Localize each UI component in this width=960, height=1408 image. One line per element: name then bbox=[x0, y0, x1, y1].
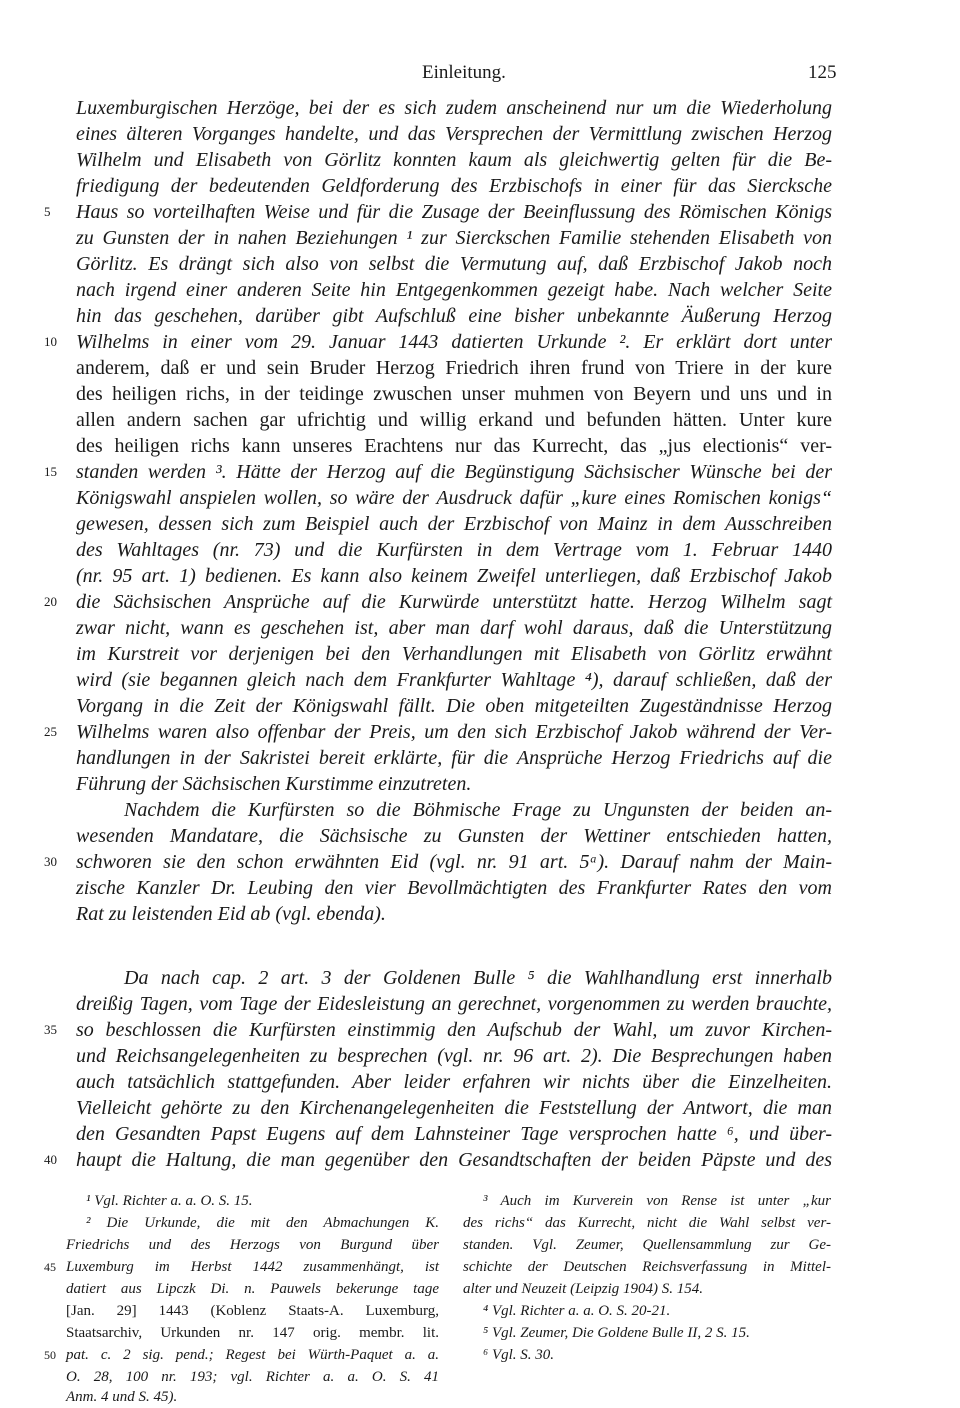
line-number: 50 bbox=[44, 1348, 56, 1362]
footnote-line: [Jan. 29] 1443 (Koblenz Staats-A. Luxemburg, bbox=[66, 1303, 439, 1319]
footnote-line: schichte der Deutschen Reichsverfassung in Mittel- bbox=[463, 1259, 831, 1275]
text-line: anderem, daß er und sein Bruder Herzog Friedrich ihren frund von Triere in der kure bbox=[76, 357, 832, 379]
text-line: zu Gunsten der in nahen Beziehungen ¹ zur Sierckschen Familie stehenden Elisabeth von bbox=[76, 227, 832, 249]
text-line: Da nach cap. 2 art. 3 der Goldenen Bulle ⁵ die Wahlhandlung erst innerhalb bbox=[124, 967, 832, 989]
footnote-line: pat. c. 2 sig. pend.; Regest bei Würth-Paquet a. a. bbox=[66, 1347, 439, 1363]
line-number: 5 bbox=[44, 204, 51, 219]
text-line: allen andern sachen gar ufrichtig und willig erkand und befunden hätten. Unter kure bbox=[76, 409, 832, 431]
text-line: eines älteren Vorganges handelte, und das Versprechen der Vermittlung zwischen Herzog bbox=[76, 123, 832, 145]
text-line: Wilhelm und Elisabeth von Görlitz konnten kaum als gleichwertig gelten für die Be- bbox=[76, 149, 832, 171]
text-line: Nachdem die Kurfürsten so die Böhmische Frage zu Ungunsten der beiden an- bbox=[124, 799, 832, 821]
text-line: des heiligen richs, in der teidinge zwuschen unser muhmen von Beyern und uns und in bbox=[76, 383, 832, 405]
text-line: Wilhelms in einer vom 29. Januar 1443 datierten Urkunde ². Er erklärt dort unter bbox=[76, 331, 832, 353]
line-number: 20 bbox=[44, 594, 57, 609]
text-line: Luxemburgischen Herzöge, bei der es sich zudem anscheinend nur um die Wiederholung bbox=[76, 97, 832, 119]
footnote-line: datiert aus Lipczk Di. n. Pauwels bekerunge tage bbox=[66, 1281, 439, 1297]
text-line: Haus so vorteilhaften Weise und für die Zusage der Beeinflussung des Römischen Königs bbox=[76, 201, 832, 223]
line-number: 10 bbox=[44, 334, 57, 349]
text-line: auch tatsächlich stattgefunden. Aber leider erfahren wir nichts über die Einzelheiten. bbox=[76, 1071, 832, 1093]
footnote-line: O. 28, 100 nr. 193; vgl. Richter a. a. O. S. 41 bbox=[66, 1369, 439, 1385]
text-line: Vorgang in die Zeit der Königswahl fällt. Die oben mitgeteilten Zugeständnisse Herzog bbox=[76, 695, 832, 717]
line-number: 35 bbox=[44, 1022, 57, 1037]
text-line: und Reichsangelegenheiten zu besprechen (vgl. nr. 96 art. 2). Die Besprechungen haben bbox=[76, 1045, 832, 1067]
line-number: 15 bbox=[44, 464, 57, 479]
footnote-line: Staatsarchiv, Urkunden nr. 147 orig. membr. lit. bbox=[66, 1325, 439, 1341]
text-line: (nr. 95 art. 1) bedienen. Es kann also keinem Zweifel unterliegen, daß Erzbischof Jakob bbox=[76, 565, 832, 587]
footnote: ³ Auch im Kurverein von Rense ist unter „kur bbox=[483, 1193, 831, 1209]
footnote-line: des richs“ das Kurrecht, nicht die Wahl selbst ver- bbox=[463, 1215, 831, 1231]
footnote-line: Luxemburg im Herbst 1442 zusammenhängt, ist bbox=[66, 1259, 439, 1275]
text-line: schworen sie den schon erwähnten Eid (vgl. nr. 91 art. 5ᵃ). Darauf nahm der Main- bbox=[76, 851, 832, 873]
text-line: Königswahl anspielen wollen, so wäre der Ausdruck dafür „kure eines Romischen konigs“ bbox=[76, 487, 832, 509]
text-line: dreißig Tagen, vom Tage der Eidesleistung an gerechnet, vorgenommen zu werden brauchte, bbox=[76, 993, 832, 1015]
text-line: so beschlossen die Kurfürsten einstimmig den Aufschub der Wahl, um zuvor Kirchen- bbox=[76, 1019, 832, 1041]
text-line: hin das geschehen, darüber gibt Aufschluß eine bisher unbekannte Äußerung Herzog bbox=[76, 305, 832, 327]
text-line: Görlitz. Es drängt sich also von selbst die Vermutung auf, daß Erzbischof Jakob noch bbox=[76, 253, 832, 275]
text-line: Führung der Sächsischen Kurstimme einzutreten. bbox=[76, 773, 472, 795]
text-line: wird (sie begannen gleich nach dem Frankfurter Wahltage ⁴), darauf schließen, daß der bbox=[76, 669, 832, 691]
text-line: die Sächsischen Ansprüche auf die Kurwürde unterstützt hatte. Herzog Wilhelm sagt bbox=[76, 591, 832, 613]
text-line: zwar nicht, wann es geschehen ist, aber man darf wohl daraus, daß die Unterstützung bbox=[76, 617, 832, 639]
text-line: standen werden ³. Hätte der Herzog auf die Begünstigung Sächsischer Wünsche bei der bbox=[76, 461, 832, 483]
text-line: haupt die Haltung, die man gegenüber den Gesandtschaften der beiden Päpste und des bbox=[76, 1149, 832, 1171]
text-line: nach irgend einer anderen Seite hin Entgegenkommen gezeigt habe. Nach welcher Seite bbox=[76, 279, 832, 301]
text-line: den Gesandten Papst Eugens auf dem Lahnsteiner Tage versprochen hatte ⁶, und über- bbox=[76, 1123, 832, 1145]
footnote: ⁴ Vgl. Richter a. a. O. S. 20-21. bbox=[483, 1303, 671, 1319]
text-line: Vielleicht gehörte zu den Kirchenangelegenheiten die Feststellung der Antwort, die man bbox=[76, 1097, 832, 1119]
footnote: ¹ Vgl. Richter a. a. O. S. 15. bbox=[86, 1193, 253, 1209]
line-number: 30 bbox=[44, 854, 57, 869]
line-number: 45 bbox=[44, 1260, 56, 1274]
footnote-line: alter und Neuzeit (Leipzig 1904) S. 154. bbox=[463, 1281, 703, 1297]
footnote: ² Die Urkunde, die mit den Abmachungen K. bbox=[86, 1215, 439, 1231]
text-line: im Kurstreit vor derjenigen bei den Verhandlungen mit Elisabeth von Görlitz erwähnt bbox=[76, 643, 832, 665]
text-line: wesenden Mandatare, die Sächsische zu Gunsten der Wettiner entschieden hatten, bbox=[76, 825, 832, 847]
text-line: handlungen in der Sakristei bereit erklärte, für die Ansprüche Herzog Friedrichs auf die bbox=[76, 747, 832, 769]
footnote: ⁵ Vgl. Zeumer, Die Goldene Bulle II, 2 S. 15. bbox=[483, 1325, 750, 1341]
footnote-line: standen. Vgl. Zeumer, Quellensammlung zur Ge- bbox=[463, 1237, 831, 1253]
page-number: 125 bbox=[808, 62, 837, 83]
running-title: Einleitung. bbox=[422, 62, 506, 83]
footnote: ⁶ Vgl. S. 30. bbox=[483, 1347, 555, 1363]
text-line: zische Kanzler Dr. Leubing den vier Bevollmächtigten des Frankfurter Rates den vom bbox=[76, 877, 832, 899]
text-line: Wilhelms waren also offenbar der Preis, um den sich Erzbischof Jakob während der Ver- bbox=[76, 721, 832, 743]
line-number: 25 bbox=[44, 724, 57, 739]
text-line: friedigung der bedeutenden Geldforderung des Erzbischofs in einer für das Siercksche bbox=[76, 175, 832, 197]
footnote-line: Anm. 4 und S. 45). bbox=[66, 1389, 178, 1405]
text-line: Rat zu leistenden Eid ab (vgl. ebenda). bbox=[76, 903, 386, 925]
text-line: des heiligen richs kann unseres Erachtens nur das Kurrecht, das „jus electionis“ ver- bbox=[76, 435, 832, 457]
text-line: gewesen, dessen sich zum Beispiel auch der Erzbischof von Mainz in dem Ausschreiben bbox=[76, 513, 832, 535]
footnote-line: Friedrichs und des Herzogs von Burgund über bbox=[66, 1237, 439, 1253]
line-number: 40 bbox=[44, 1152, 57, 1167]
text-line: des Wahltages (nr. 73) und die Kurfürsten in dem Vertrage vom 1. Februar 1440 bbox=[76, 539, 832, 561]
